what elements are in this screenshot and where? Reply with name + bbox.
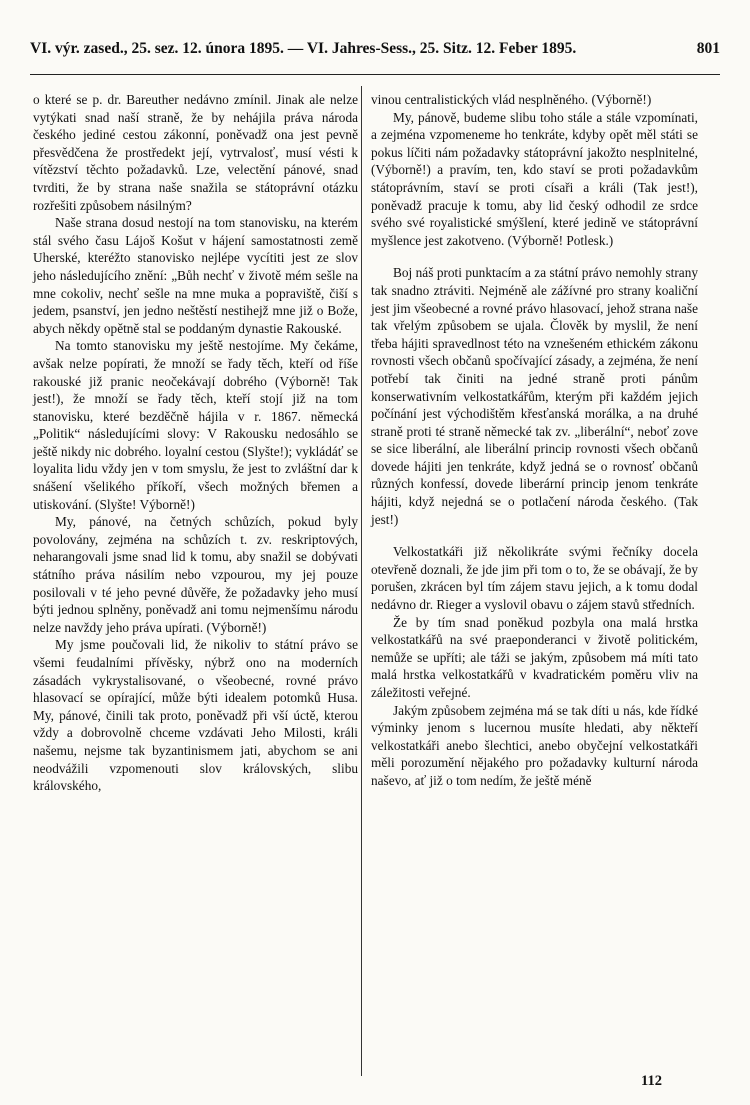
right-column bbox=[371, 91, 698, 790]
left-column bbox=[33, 91, 358, 795]
paragraph: My, pánové, na četných schůzích, pokud byly povolovány, zejména na schůzích t. zv. reskriptových, neharangovali jsme snad lid k tomu, aby snažil se dobývati státního práva násilím nebo vzpourou, my jej pouze posilovali v té jeho pevné důvěře, že požadavky jeho musí býti jednou splněny, poněvadž ani tomu nejmenšímu národu nelze navždy jeho práva upírati. (Výborně!) bbox=[33, 514, 358, 635]
paragraph: Že by tím snad poněkud pozbyla ona malá hrstka velkostatkářů na své praeponderanci v životě politickém, nemůže se upříti; ale táži se jakým, způsobem má míti tato malá hrstka velkostatkářů v kvadratickém poměru vliv na záležitosti veřejné. bbox=[371, 614, 698, 700]
page-header bbox=[30, 40, 720, 58]
paragraph: Na tomto stanovisku my ještě nestojíme. My čekáme, avšak nelze popírati, že množí se řady těch, kteří od říše rakouské již pranic neočekávají dobrého (Výborně! Tak jest!), že množí se řady těch, kteří stojí již na tom stanovisku, které bezděčně hájila v r. 1867. německá „Politik“ následujícími slovy: V Rakousku nedosáhlo se ještě nikdy nic dobrého. loyalní cestou (Slyšte!); vykládáť se loyalita lidu vždy jen v tom smyslu, že jest to zvláštní dar k snášení všelikého příkoří, všech možných břemen a utiskování. (Slyšte! Výborně!) bbox=[33, 338, 358, 512]
paragraph: Naše strana dosud nestojí na tom stanovisku, na kterém stál svého času Lájoš Košut v hájení samostatnosti země Uherské, kteréžto stanovisko nejlépe vycítiti jest ze slov jeho následujícího znění: „Bůh nechť v životě mém sešle na mne cokoliv, nechť sešle na mne muka a popraviště, čiší s jedem, psanství, jen jedno neštěstí nestihejž mne již o Bože, abych někdy opětně stal se poddaným dynastie Rakouské. bbox=[33, 215, 358, 336]
page-number: 801 bbox=[696, 40, 720, 57]
paragraph: o které se p. dr. Bareuther nedávno zmínil. Jinak ale nelze vytýkati snad naší straně, že by nehájila práva národa českého jediné cestou zákonní, poněvadž ona jest pevně přesvědčena že prostředekt její, vytrvalosť, musí vésti k vítězství těchto požadavků. Lze, velectění pánové, snad tvrditi, že by strana naše snažila se státoprávní otázku rozřešiti způsobem násilným? bbox=[33, 92, 358, 213]
paragraph: vinou centralistických vlád nesplněného. (Výborně!) bbox=[371, 92, 652, 107]
paragraph: Boj náš proti punktacím a za státní právo nemohly strany tak snadno ztráviti. Nejméně ale zážívné pro strany koaliční jest jim všeobecné a rovné právo hlasovací, jehož strana naše tak vřelým způsobem se ujala. Člověk by myslil, že není třeba hájiti spravedlnost této na vznešeném ethickém zákonu rovnosti všech občanů spočívající zásady, a zejména, že není potřebí tak činiti na jedné straně proti pánům konserwativním velkostatkářům, kterým při každém jejich počínání jest východištěm křesťanská morálka, a na druhé straně proti té straně německé tak zv. „liberální“, neboť zove se sice liberální, ale liberální princip rovnosti všech občanů dovede hájiti jen tenkráte, když jedná se o rovnosť občanů různých konfessí, dovede liberární princip jenom tenkráte hájiti, když nejedná se o potlačení národa českého. (Tak jest!) bbox=[371, 265, 698, 527]
header-rule bbox=[30, 74, 720, 75]
column-divider bbox=[361, 86, 362, 1076]
paragraph: My, pánově, budeme slibu toho stále a stále vzpomínati, a zejména vzpomeneme ho tenkráte, kdyby opět měl státi se pokus líčiti nám požadavky státoprávní jakožto nesplnitelné, (Výborně!) a pravím, ten, kdo staví se proti požadavkům státoprávním, staví se proti císaři a králi (Tak jest!), poněvadž pracuje k tomu, aby lid český odhodil ze srdce svého své royalistické smýšlení, které jedině ve státoprávní myšlence jest zakotveno. (Výborně! Potlesk.) bbox=[371, 109, 698, 248]
paragraph: Velkostatkáři již několikráte svými řečníky docela otevřeně doznali, že jde jim při tom o to, že se obávají, že by porušen, zkrácen byl tím zájem stavu jejich, a k tomu dodal nedávno dr. Rieger a vyslovil obavu o zájem stavů středních. bbox=[371, 544, 698, 613]
paragraph: My jsme poučovali lid, že nikoliv to státní právo se všemi feudalními přívěsky, nýbrž ono na moderních zásadách vykrystalisované, o všeobecné, rovné právo hlasovací se opírající, může býti idealem potomků Husa. My, pánové, činili tak proto, poněvadž při vší úctě, kterou vždy a dobrovolně chceme vzdávati Jeho Milosti, králi našemu, nejsme tak byzantinismem jati, abychom se ani neodvážili vzpomenouti slov královských, slibu královského, bbox=[33, 637, 358, 794]
header-running-title: VI. výr. zased., 25. sez. 12. února 1895. — VI. Jahres-Sess., 25. Sitz. 12. Feber 1895. bbox=[30, 40, 577, 57]
sheet-number: 112 bbox=[641, 1073, 662, 1089]
paragraph: Jakým způsobem zejména má se tak díti u nás, kde řídké výminky jenom s lucernou musíte hledati, aby někteří velkostatkáři anebo šlechtici, anebo obyčejní velkostatkáři měli porozumění nějakého pro požadavky kulturní národa naševo, ať již o tom nedím, že ještě méně bbox=[371, 702, 698, 788]
